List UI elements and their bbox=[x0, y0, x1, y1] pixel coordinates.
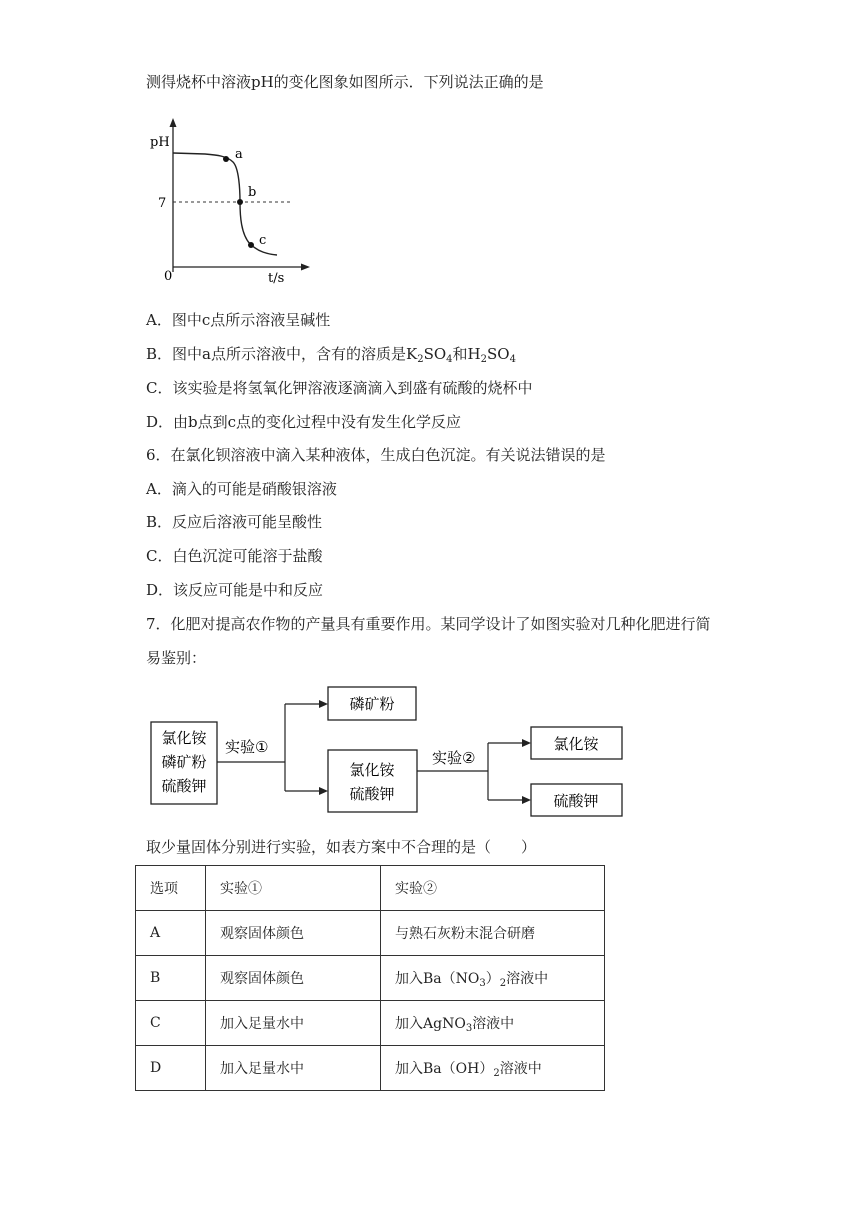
q7-stem-line2: 易鉴别： bbox=[146, 649, 207, 667]
out3-label: 硫酸钾 bbox=[553, 792, 599, 810]
out1-label: 磷矿粉 bbox=[349, 695, 395, 713]
start-item-2: 磷矿粉 bbox=[161, 753, 207, 771]
label-b: b bbox=[248, 185, 257, 200]
start-item-1: 氯化铵 bbox=[161, 729, 207, 747]
row-c-exp1: 加入足量水中 bbox=[206, 1001, 381, 1046]
q6-option-c: C．白色沉淀可能溶于盐酸 bbox=[146, 547, 323, 565]
row-b-exp1: 观察固体颜色 bbox=[206, 956, 381, 1001]
q6-option-a: A．滴入的可能是硝酸银溶液 bbox=[146, 480, 337, 498]
row-a-exp1: 观察固体颜色 bbox=[206, 911, 381, 956]
q5-option-d: D．由b点到c点的变化过程中没有发生化学反应 bbox=[146, 413, 462, 431]
row-d-exp2: 加入$Ba(OH)_2$溶液中 bbox=[381, 1046, 605, 1091]
q5-stem: 测得烧杯中溶液pH的变化图象如图所示．下列说法正确的是 bbox=[146, 73, 544, 91]
start-item-3: 硫酸钾 bbox=[161, 777, 207, 795]
identification-flowchart bbox=[140, 680, 640, 825]
q6-option-d: D．该反应可能是中和反应 bbox=[146, 581, 324, 599]
options-table bbox=[135, 865, 605, 1091]
q7-after-text: 取少量固体分别进行实验，如表方案中不合理的是（ ） bbox=[146, 838, 537, 856]
row-c-exp2: 加入AgNO$_3$溶液中 bbox=[381, 1001, 605, 1046]
ph-graph bbox=[145, 112, 320, 292]
q5-option-c: C．该实验是将氢氧化钾溶液逐滴滴入到盛有硫酸的烧杯中 bbox=[146, 379, 533, 397]
q5-option-a: A．图中c点所示溶液呈碱性 bbox=[146, 311, 331, 329]
point-c bbox=[248, 242, 254, 248]
table-row bbox=[136, 1046, 605, 1091]
exp2-label: 实验② bbox=[432, 749, 476, 767]
row-d-option: D bbox=[136, 1046, 206, 1091]
exp1-label: 实验① bbox=[225, 738, 269, 756]
table-row bbox=[136, 911, 605, 956]
y-tick-7: 7 bbox=[158, 196, 167, 211]
row-b-exp2: 加入$Ba(NO_3)_2$溶液中 bbox=[381, 956, 605, 1001]
mid-item-2: 硫酸钾 bbox=[349, 785, 395, 803]
q6-stem: 6．在氯化钡溶液中滴入某种液体，生成白色沉淀。有关说法错误的是 bbox=[146, 446, 606, 464]
row-d-exp1: 加入足量水中 bbox=[206, 1046, 381, 1091]
table-header-row bbox=[136, 866, 605, 911]
mid-item-1: 氯化铵 bbox=[349, 761, 395, 779]
point-b bbox=[237, 199, 243, 205]
header-exp1: 实验① bbox=[206, 866, 381, 911]
row-c-option: C bbox=[136, 1001, 206, 1046]
table-row bbox=[136, 956, 605, 1001]
row-a-exp2: 与熟石灰粉末混合研磨 bbox=[381, 911, 605, 956]
y-axis-label: pH bbox=[150, 135, 170, 150]
x-axis-label: t/s bbox=[268, 271, 285, 286]
label-a: a bbox=[235, 147, 243, 162]
label-c: c bbox=[259, 233, 267, 248]
row-b-option: B bbox=[136, 956, 206, 1001]
q6-option-b: B．反应后溶液可能呈酸性 bbox=[146, 513, 323, 531]
row-a-option: A bbox=[136, 911, 206, 956]
header-option: 选项 bbox=[136, 866, 206, 911]
header-exp2: 实验② bbox=[381, 866, 605, 911]
q5-option-b: B．图中a点所示溶液中，含有的溶质是$K_2SO_4$和$H_2SO_4$ bbox=[146, 345, 516, 365]
table-row bbox=[136, 1001, 605, 1046]
q7-stem-line1: 7．化肥对提高农作物的产量具有重要作用。某同学设计了如图实验对几种化肥进行简 bbox=[146, 615, 711, 633]
point-a bbox=[223, 156, 229, 162]
origin-label: 0 bbox=[164, 269, 173, 284]
out2-label: 氯化铵 bbox=[553, 735, 599, 753]
